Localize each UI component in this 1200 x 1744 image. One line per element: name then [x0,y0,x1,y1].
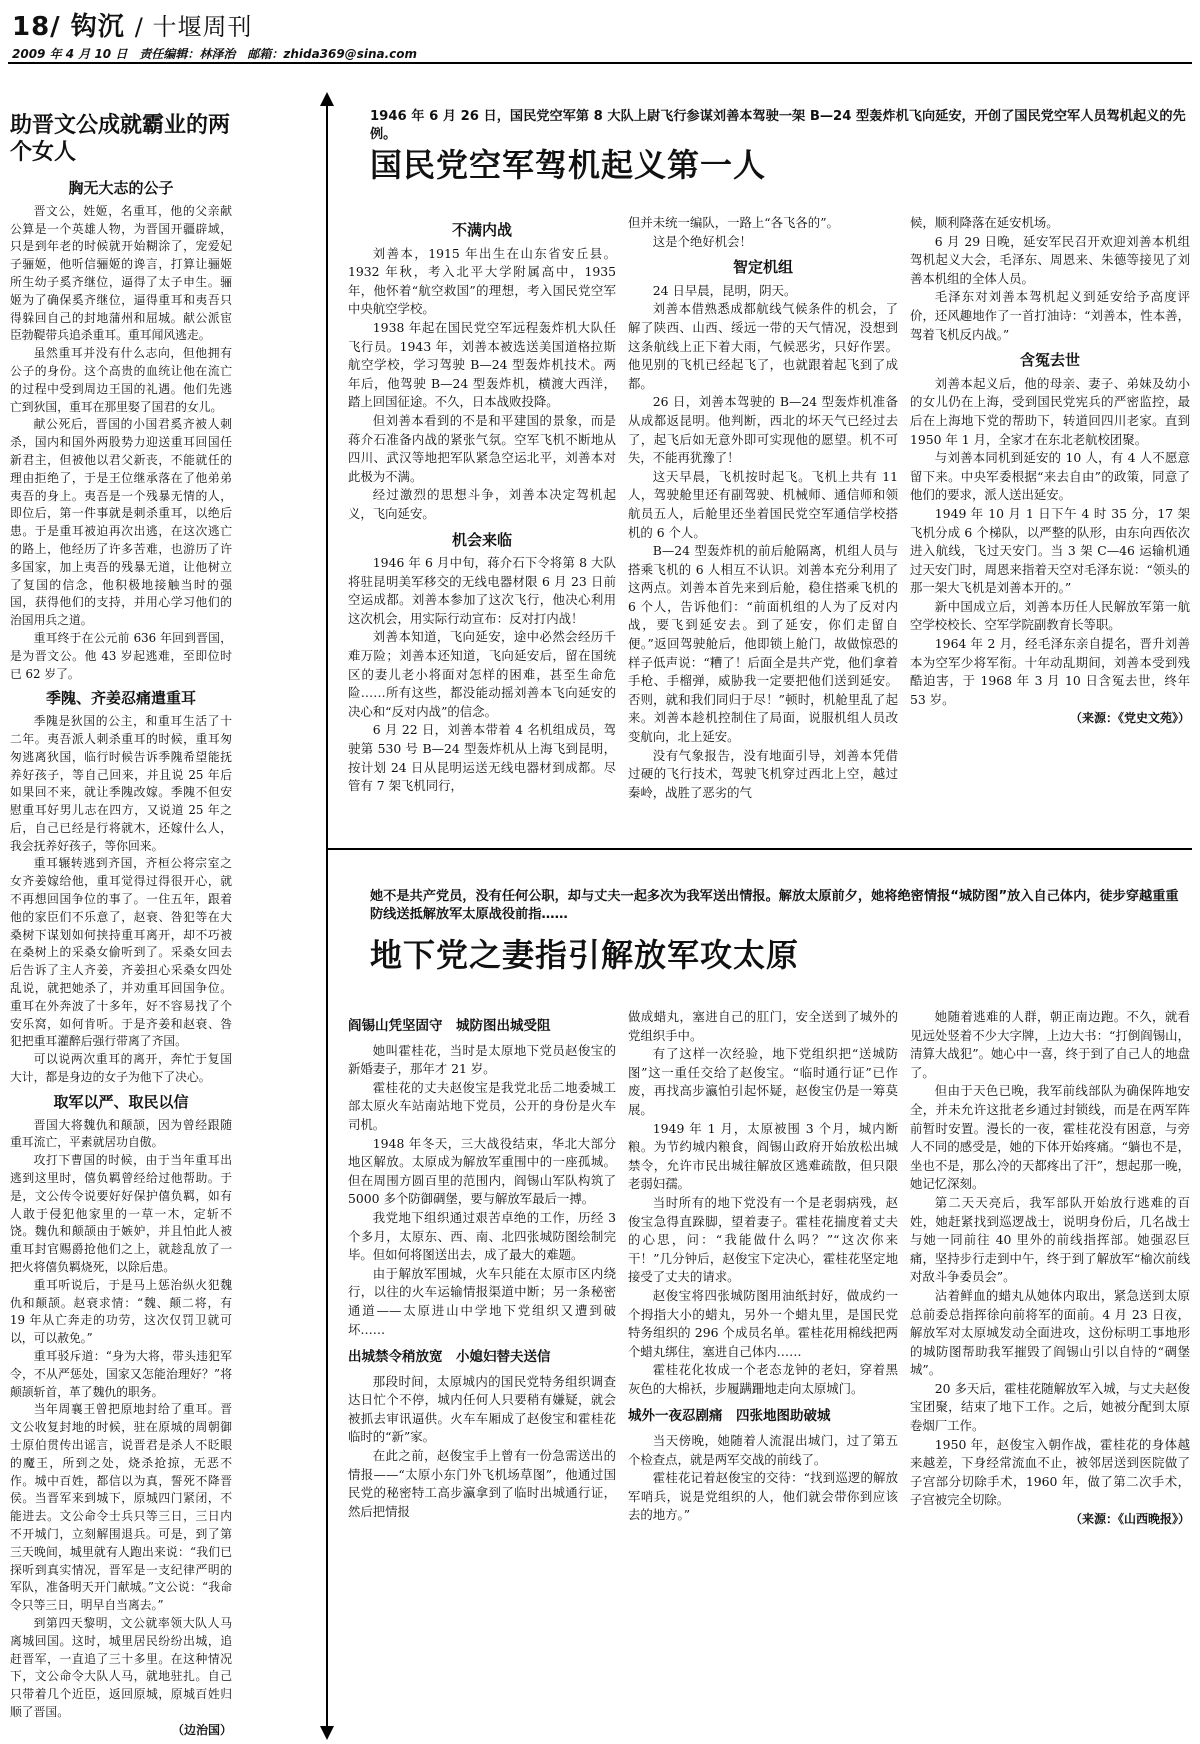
paragraph: 季隗是狄国的公主，和重耳生活了十二年。夷吾派人刺杀重耳的时候，重耳匆匆逃离狄国，临行时候告诉季隗希望能抚养好孩子，等自己回来，并且说 25 年后如果回不来，就让季隗改嫁。季隗不但安慰重耳好男儿志在四方，又说道 25 年之后，自己已经是行将就木，还嫁什么人，我会抚养好孩子，等你回来。 [10,714,232,853]
paragraph: 1950 年，赵俊宝入朝作战，霍桂花的身体越来越差，下身经常流血不止，被邻居送到医院做了子宫部分切除手术，1960 年，做了第二次手术，子宫被完全切除。 [910,1436,1190,1508]
article2-column-2 [628,1008,898,1734]
paragraph: 由于解放军围城，火车只能在太原市区内绕行，以往的火车运输情报渠道中断；另一条秘密通道——太原进山中学地下党组织又遭到破坏…… [348,1265,616,1337]
paragraph: 晋文公，姓姬，名重耳，他的父亲献公算是一个英雄人物，为晋国开疆辟域，只是到年老的时候就开始糊涂了，宠爱妃子骊姬，他听信骊姬的谗言，打算让骊姬所生幼子奚齐继位，逼得了太子申生。骊姬为了确保奚齐继位，逼得重耳和夷吾只得躲回自己的封地蒲州和屈城。献公派宦臣勃鞮带兵追杀重耳。重耳闻风逃走。 [10,203,232,343]
paragraph: 重耳驳斥道：“身为大将，带头违犯军令，不从严惩处，国家又怎能治理好？”将颠颉斩首，革了魏仇的职务。 [10,1349,232,1399]
paragraph: 没有气象报告，没有地面引导，刘善本凭借过硬的飞行技术，驾驶飞机穿过西北上空，越过秦岭，战胜了恶劣的气 [628,747,898,800]
paragraph: 当时所有的地下党没有一个是老弱病残，赵俊宝急得直跺脚，望着妻子。霍桂花揣度着丈夫的心思，问：“我能做什么吗？”“这次你来干！”几分钟后，赵俊宝下定决心，霍桂花坚定地接受了丈夫的请求。 [628,1194,898,1285]
article1-column-3 [910,214,1190,842]
paragraph: 1938 年起在国民党空军远程轰炸机大队任飞行员。1943 年，刘善本被选送美国道格拉斯航空学校，学习驾驶 B—24 型轰炸机技术。两年后，他驾驶 B—24 型轰炸机，横渡大西洋，踏上回国征途。不久，日本战败投降。 [348,319,616,410]
paragraph: 沾着鲜血的蜡丸从她体内取出，紧急送到太原总前委总指挥徐向前将军的面前。4 月 23 日夜，解放军对太原城发动全面进攻，这份标明工事地形的城防图帮助我军摧毁了阎锡山引以自恃的“碉堡城”。 [910,1287,1190,1378]
paragraph: 但并未统一编队，一路上“各飞各的”。 [628,215,839,230]
paragraph: 有了这样一次经验，地下党组织把“送城防图”这一重任交给了赵俊宝。“临时通行证”已作废，再找高步瀛怕引起怀疑，赵俊宝仍是一筹莫展。 [628,1046,898,1117]
header-rule [8,62,1192,64]
article2-deck: 她不是共产党员，没有任何公职，却与丈夫一起多次为我军送出情报。解放太原前夕，她将绝密情报“城防图”放入自己体内，徒步穿越重重防线送抵解放军太原战役前指…… [370,889,1179,922]
paragraph: 做成蜡丸，塞进自己的肛门，安全送到了城外的党组织手中。 [628,1009,898,1043]
left-article-title: 助晋文公成就霸业的两个女人 [10,113,231,165]
article1-column-1 [348,214,616,842]
paragraph: 重耳终于在公元前 636 年回到晋国，是为晋文公。他 43 岁起逃难，至即位时已 62 岁了。 [10,630,232,681]
paragraph: 这天早晨，飞机按时起飞。飞机上共有 11 人，驾驶舱里还有副驾驶、机械师、通信师和领航员五人，后舱里还坐着国民党空军通信学校搭机的 6 个人。 [628,468,898,540]
subheading: 机会来临 [451,530,512,549]
subheading: 智定机组 [732,258,793,277]
paragraph: 这是个绝好机会！ [652,233,752,249]
paragraph: 6 月 29 日晚，延安军民召开欢迎刘善本机组驾机起义大会，毛泽东、周恩来、朱德等接见了刘善本机组的全体人员。 [910,233,1190,286]
paragraph: 新中国成立后，刘善本历任人民解放军第一航空学校校长、空军学院副教育长等职。 [910,598,1190,633]
paragraph: 她叫霍桂花，当时是太原地下党员赵俊宝的新婚妻子，那年才 21 岁。 [348,1042,616,1077]
subheading: 出城禁令稍放宽 小媳妇替夫送信 [348,1349,551,1366]
paragraph: 赵俊宝将四张城防图用油纸封好，做成约一个拇指大小的蜡丸，另外一个蜡丸里，是国民党特务组织的 296 个成员名单。霍桂花用棉线把两个蜡丸绑住，塞进自己体内…… [628,1287,898,1359]
paragraph: 当天傍晚，她随着人流混出城门，过了第五个检查点，就是两军交战的前线了。 [628,1433,898,1467]
paragraph: 攻打下曹国的时候，由于当年重耳出逃到这里时，僖负羁曾经给过他帮助。于是，文公传令说要好好保护僖负羁，如有人敢于侵犯他家里的一草一木，定斩不饶。魏仇和颠颉由于嫉妒，并且怕此人被重耳封官赐爵抢他们之上，就趁乱放了一把火将僖负羁烧死，以除后患。 [10,1153,232,1275]
paragraph: 24 日早晨，昆明，阴天。 [652,282,797,298]
source-credit: （来源：《山西晚报》） [1069,1512,1190,1527]
paragraph: 20 多天后，霍桂花随解放军入城，与丈夫赵俊宝团聚，结束了地下工作。之后，她被分配到太原卷烟厂工作。 [910,1380,1190,1434]
paragraph: 但由于天色已晚，我军前线部队为确保阵地安全，并未允许这批老乡通过封锁线，而是在两军阵前暂时安置。漫长的一夜，霍桂花没有困意，与旁人不同的感受是，她的下体开始疼痛。“躺也不是，坐也不是，那么冷的天都疼出了汗”，想起那一晚，她记忆深刻。 [910,1083,1190,1192]
paragraph: 在此之前，赵俊宝手上曾有一份急需送出的情报——“太原小东门外飞机场草图”，他通过国民党的秘密特工高步瀛拿到了临时出城通行证，然后把情报 [348,1448,616,1519]
paragraph: 可以说两次重耳的离开，奔忙于复国大计，都是身边的女子为他下了决心。 [10,1052,232,1085]
paragraph: 晋国大将魏仇和颠颉，因为曾经跟随重耳流亡，平素就居功自傲。 [10,1117,232,1150]
paragraph: 第二天天亮后，我军部队开始放行逃难的百姓，她赶紧找到巡逻战士，说明身份后，几名战士与她一同前往 40 里外的前线指挥部。她强忍巨痛，坚持步行走到中午，终于到了解放军“榆次前线对敌斗争委员会”。 [910,1194,1190,1285]
paragraph: 与刘善本同机到延安的 10 人，有 4 人不愿意留下来。中央军委根据“来去自由”的政策，同意了他们的要求，派人送出延安。 [910,450,1190,503]
paragraph: 1948 年冬天，三大战役结束，华北大部分地区解放。太原成为解放军重围中的一座孤城。但在周围方圆百里的范围内，阎锡山军队构筑了 5000 多个防御碉堡，要与解放军最后一搏。 [348,1135,616,1207]
paragraph: B—24 型轰炸机的前后舱隔离，机组人员与搭乘飞机的 6 人相互不认识。刘善本充分利用了这两点。刘善本首先来到后舱，稳住搭乘飞机的 6 个人，告诉他们：“前面机组的人为了反对内战，要飞到延安去。到了延安，你们走留自便。”返回驾驶舱后，他即锁上舱门，故做惊恐的样子低声说：“糟了！后面全是共产党，他们拿着手枪、手榴弹，威胁我一定要把他们送到延安。否则，就和我们同归于尽！”顿时，机舱里乱了起来。刘善本趁机控制住了局面，说服机组人员改变航向，北上延安。 [628,543,898,745]
paragraph: 虽然重耳并没有什么志向，但他拥有公子的身份。这个高贵的血统让他在流亡的过程中受到周边王国的礼遇。他们先逃亡到狄国，重耳在那里娶了国君的女儿。 [10,346,232,414]
paragraph: 刘善本，1915 年出生在山东省安丘县。1932 年秋，考入北平大学附属高中，1935 年，他怀着“航空救国”的理想，考入国民党空军中央航空学校。 [348,245,616,317]
left-article-byline: （边治国） [171,1722,232,1737]
paragraph: 1946 年 6 月中旬，蒋介石下令将第 8 大队将驻昆明美军移交的无线电器材限 6 月 23 日前空运成都。刘善本参加了这次飞行，他决心利用这次机会，用实际行动宣布：反对打内战！ [348,555,616,626]
paragraph: 1949 年 10 月 1 日下午 4 时 35 分，17 架飞机分成 6 个梯队，以严整的队形，由东向西依次进入航线，飞过天安门。当 3 架 C—46 运输机通过天安门时，周恩来指着天空对毛泽东说：“领头的那一架大飞机是刘善本开的。” [910,505,1190,596]
article1-headline: 国民党空军驾机起义第一人 [370,146,767,184]
section-heading: 胸无大志的公子 [68,179,174,197]
source-credit: （来源：《党史文苑》） [1069,711,1190,726]
paragraph: 26 日，刘善本驾驶的 B—24 型轰炸机准备从成都返昆明。他判断，西北的坏天气已经过去了，起飞后如无意外即可实现他的愿望。机不可失，不能再犹豫了！ [628,394,898,466]
paragraph: 1964 年 2 月，经毛泽东亲自提名，晋升刘善本为空军少将军衔。十年动乱期间，刘善本受到残酷迫害，于 1968 年 3 月 10 日含冤去世，终年 53 岁。 [910,636,1190,707]
section-heading: 季隗、齐姜忍痛遣重耳 [45,689,196,708]
paragraph: 候，顺利降落在延安机场。 [910,215,1059,230]
subheading: 阎锡山凭坚固守 城防图出城受阻 [348,1018,551,1034]
section-name: 18/ 钩沉 [12,12,125,42]
article2-column-1 [348,1008,616,1734]
left-article-body [10,180,232,1722]
article1-deck: 1946 年 6 月 26 日，国民党空军第 8 大队上尉飞行参谋刘善本驾驶一架 B—24 型轰炸机飞向延安，开创了国民党空军人员驾机起义的先例。 [370,109,1186,142]
left-article [10,112,232,1740]
paragraph: 重耳听说后，于是马上惩治纵火犯魏仇和颠颉。赵衰求情：“魏、颠二将，有 19 年从亡奔走的功劳，这次仅罚卫就可以，可以赦免。” [10,1277,232,1346]
paragraph: 霍桂花记着赵俊宝的交待：“找到巡逻的解放军哨兵，说是党组织的人，他们就会带你到应该去的地方。” [628,1470,898,1523]
vertical-separator [326,104,328,1726]
masthead-meta: 2009 年 4 月 10 日 责任编辑：林泽治 邮箱：zhida369@sina.com [12,47,418,61]
paper-name: / 十堰周刊 [134,13,253,41]
paragraph: 但刘善本看到的不是和平建国的景象，而是蒋介石准备内战的紧张气氛。空军飞机不断地从四川、武汉等地把军队紧急空运北平，刘善本对此极为不满。 [348,412,616,484]
paragraph: 到第四天黎明，文公就率领大队人马离城回国。这时，城里居民纷纷出城，追赶晋军，一直追了三十多里。在这种情况下，文公命令大队人马，就地驻扎。自己只带着几个近臣，返回原城，原城百姓归顺了晋国。 [10,1615,232,1719]
paragraph: 那段时间，太原城内的国民党特务组织调查达日忙个不停，城内任何人只要稍有嫌疑，就会被抓去审讯逼供。火车车厢成了赵俊宝和霍桂花临时的“新”家。 [348,1373,616,1445]
paragraph: 刘善本借熟悉成都航线气候条件的机会，了解了陕西、山西、绥远一带的天气情况，没想到这条航线上正下着大雨，气候恶劣，只好作罢。他见别的飞机已经起飞了，也就跟着起飞到了成都。 [628,301,898,391]
paragraph: 6 月 22 日，刘善本带着 4 名机组成员，驾驶第 530 号 B—24 型轰炸机从上海飞到昆明，按计划 24 日从昆明运送无线电器材到成都。尽管有 7 架飞机同行， [348,722,616,794]
paragraph: 毛泽东对刘善本驾机起义到延安给予高度评价，还风趣地作了一首打油诗：“刘善本，性本善，驾着飞机反内战。” [910,289,1190,342]
paragraph: 霍桂花的丈夫赵俊宝是我党北岳二地委城工部太原火车站南站地下党员，公开的身份是火车司机。 [348,1079,616,1132]
subheading: 城外一夜忍剧痛 四张地图助破城 [628,1408,831,1425]
subheading: 不满内战 [451,221,512,239]
paragraph: 经过激烈的思想斗争，刘善本决定驾机起义，飞向延安。 [348,487,616,521]
article2-column-3 [910,1008,1190,1734]
masthead-title [12,6,417,43]
article1-column-2 [628,214,898,842]
paragraph: 刘善本知道，飞向延安，途中必然会经历千难万险；刘善本还知道，飞向延安后，留在国统区的妻儿老小将面对怎样的困难，甚至生命危险……所有这些，都没能动摇刘善本飞向延安的决心和“反对内战”的信念。 [348,629,616,719]
horizontal-separator [327,848,1192,850]
paragraph: 1949 年 1 月，太原被围 3 个月，城内断粮。为节约城内粮食，阎锡山政府开始放松出城禁令，允许市民出城往解放区逃难疏散，但只限老弱妇孺。 [628,1120,898,1192]
paragraph: 霍桂花化妆成一个老态龙钟的老妇，穿着黑灰色的大棉袄，步履蹒跚地走向太原城门。 [628,1362,898,1396]
paragraph: 献公死后，晋国的小国君奚齐被人刺杀，国内和国外两股势力迎送重耳回国任新君主，但被他以君父新丧，不能就任的理由拒绝了，于是王位继承落在了他弟弟夷吾的身上。夷吾是一个残暴无情的人，即位后，第一件事就是刺杀重耳，以绝后患。于是重耳被迫再次出逃，在这次逃亡的路上，他经历了许多苦难，也游历了许多国家，加上夷吾的残暴无道，让他树立了复国的信念，他积极地接触当时的强国，获得他们的支持，并用心学习他们的治国用兵之道。 [10,417,232,628]
subheading: 含冤去世 [1019,351,1080,370]
paragraph: 她随着逃难的人群，朝正南边跑。不久，就看见远处竖着不少大字牌，上边大书：“打倒阎锡山，清算大战犯”。她心中一喜，终于到了自己人的地盘了。 [910,1009,1190,1080]
separator-arrow-down [320,1726,334,1740]
paragraph: 当年周襄王曾把原地封给了重耳。晋文公收复封地的时候，驻在原城的周朝御士原伯贯传出谣言，说晋君是杀人不眨眼的魔王，所到之处，烧杀抢掠，无恶不作。城中百姓，都信以为真，誓死不降晋侯。当晋军来到城下，原城四门紧闭，不能进去。文公命令士兵只等三日，三日内不开城门，立刻解围退兵。可是，到了第三天晚间，城里就有人跑出来说：“我们已探听到真实情况，晋军是一支纪律严明的军队，准备明天开门献城。”文公说：“我命令只等三日，明早自当离去。” [10,1402,232,1613]
paragraph: 重耳辗转逃到齐国，齐桓公将宗室之女齐姜嫁给他，重耳觉得过得很开心，就不再想回国争位的事了。一住五年，跟着他的家臣们不乐意了，赵衰、咎犯等在大桑树下谋划如何挟持重耳离开，却不巧被在桑树上的采桑女偷听到了。采桑女回去后告诉了主人齐姜，齐姜担心采桑女四处乱说，就把她杀了，并劝重耳回国争位。重耳在外奔波了十多年，好不容易找了个安乐窝，如何肯听。于是齐姜和赵衰、咎犯把重耳灌醉后强行带离了齐国。 [10,856,232,1049]
article2-headline: 地下党之妻指引解放军攻太原 [370,936,800,974]
paragraph: 我党地下组织通过艰苦卓绝的工作，历经 3 个多月，太原东、西、南、北四张城防图绘制完毕。但如何将图送出去，成了最大的难题。 [348,1209,616,1263]
masthead [12,6,417,62]
section-heading: 取军以严、取民以信 [53,1092,189,1111]
paragraph: 刘善本起义后，他的母亲、妻子、弟妹及幼小的女儿仍在上海，受到国民党宪兵的严密监控，最后在上海地下党的帮助下，转道回四川老家。直到 1950 年 1 月，全家才在东北老航校团聚。 [910,375,1190,447]
